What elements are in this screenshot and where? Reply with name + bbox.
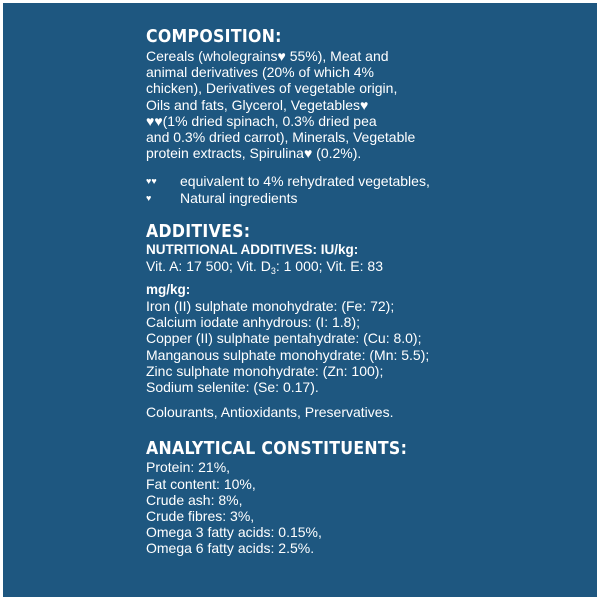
analytical-item: Fat content: 10%, bbox=[146, 475, 256, 492]
analytical-list bbox=[146, 459, 586, 556]
vitamin-d-label: ; Vit. D bbox=[229, 257, 271, 274]
analytical-item: Crude fibres: 3%, bbox=[146, 508, 255, 525]
vitamin-e-label: ; Vit. E: bbox=[318, 257, 368, 274]
analytical-item: Omega 6 fatty acids: 2.5%. bbox=[146, 540, 315, 557]
additives-heading: ADDITIVES: bbox=[146, 221, 251, 242]
double-heart-icon: ♥♥ bbox=[146, 176, 157, 187]
composition-line: Oils and fats, Glycerol, Vegetables♥ bbox=[146, 96, 369, 113]
heart-icon: ♥ bbox=[146, 192, 152, 203]
ingredient-legend bbox=[146, 173, 586, 205]
vitamin-d-subscript: 3 bbox=[270, 265, 276, 276]
vitamin-e-value: 83 bbox=[367, 257, 383, 274]
legend-row bbox=[146, 173, 586, 189]
analytical-item: Protein: 21%, bbox=[146, 459, 231, 476]
mineral-item: Zinc sulphate monohydrate: (Zn: 100); bbox=[146, 362, 384, 379]
mineral-item: Calcium iodate anhydrous: (I: 1.8); bbox=[146, 314, 360, 331]
legend-text: equivalent to 4% rehydrated vegetables, bbox=[180, 173, 430, 190]
legend-row bbox=[146, 190, 586, 206]
mineral-item: Manganous sulphate monohydrate: (Mn: 5.5); bbox=[146, 346, 430, 363]
other-additives: Colourants, Antioxidants, Preservatives. bbox=[146, 404, 394, 421]
analytical-heading: ANALYTICAL CONSTITUENTS: bbox=[146, 439, 408, 460]
mineral-item: Copper (II) sulphate pentahydrate: (Cu: 8.0); bbox=[146, 330, 422, 347]
mineral-item: Iron (II) sulphate monohydrate: (Fe: 72); bbox=[146, 298, 395, 315]
mineral-item: Sodium selenite: (Se: 0.17). bbox=[146, 379, 319, 396]
composition-line: Cereals (wholegrains♥ 55%), Meat and bbox=[146, 48, 389, 64]
composition-line: animal derivatives (20% of which 4% bbox=[146, 64, 374, 81]
composition-text bbox=[146, 48, 586, 161]
mgkg-heading: mg/kg: bbox=[146, 282, 191, 298]
composition-line: and 0.3% dried carrot), Minerals, Vegetable bbox=[146, 129, 416, 146]
composition-line: ♥♥(1% dried spinach, 0.3% dried pea bbox=[146, 112, 377, 129]
vitamin-d-value: : 1 000 bbox=[275, 257, 319, 274]
label-panel bbox=[3, 3, 597, 597]
vitamins-line bbox=[146, 258, 586, 274]
vitamin-a-value: 17 500 bbox=[186, 257, 230, 274]
nutritional-additives-heading: NUTRITIONAL ADDITIVES: IU/kg: bbox=[146, 241, 359, 257]
analytical-item: Crude ash: 8%, bbox=[146, 491, 243, 508]
label-content bbox=[146, 27, 586, 557]
analytical-item: Omega 3 fatty acids: 0.15%, bbox=[146, 524, 322, 541]
composition-line: protein extracts, Spirulina♥ (0.2%). bbox=[146, 145, 362, 162]
legend-text: Natural ingredients bbox=[180, 189, 298, 206]
composition-heading: COMPOSITION: bbox=[146, 27, 282, 47]
minerals-list bbox=[146, 298, 586, 395]
composition-line: chicken), Derivatives of vegetable origin, bbox=[146, 80, 398, 97]
vitamin-a-label: Vit. A: bbox=[146, 257, 187, 274]
